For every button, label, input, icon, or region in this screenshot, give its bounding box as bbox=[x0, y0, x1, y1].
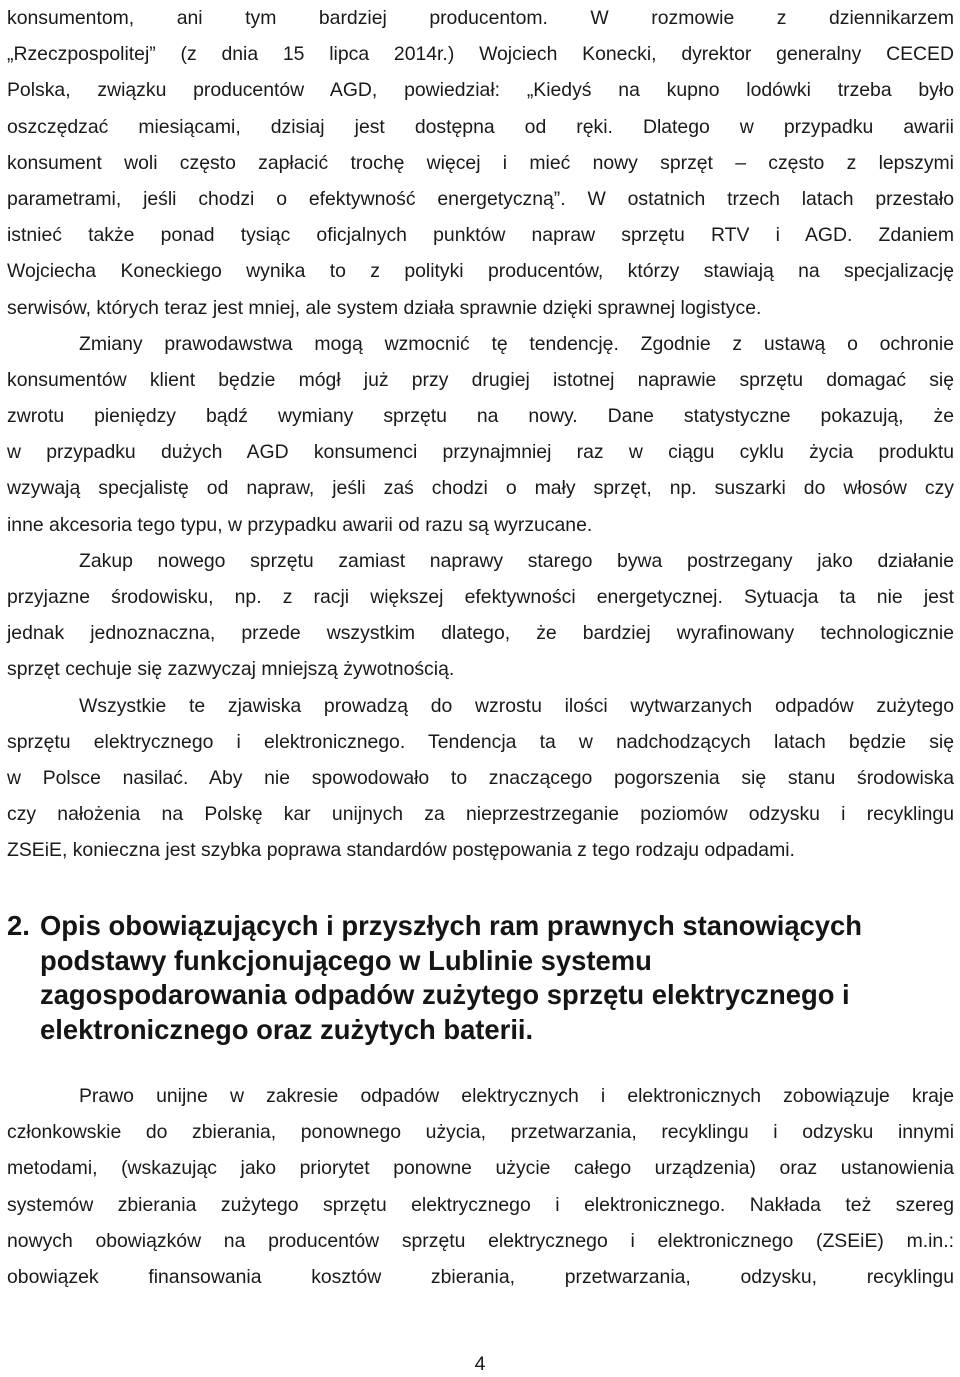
text-line: obowiązek finansowania kosztów zbierania, przetwarzania, odzysku, recyklingu bbox=[7, 1265, 954, 1288]
text-line: konsumentom, ani tym bardziej producentom. W rozmowie z dziennikarzem bbox=[7, 7, 954, 29]
text-line: Zmiany prawodawstwa mogą wzmocnić tę tendencję. Zgodnie z ustawą o ochronie bbox=[79, 332, 954, 355]
text-line: czy nałożenia na Polskę kar unijnych za nieprzestrzeganie poziomów odzysku i recyklingu bbox=[7, 803, 954, 826]
text-line: konsumentów klient będzie mógł już przy drugiej istotnej naprawie sprzętu domagać się bbox=[7, 368, 954, 391]
text-line: Prawo unijne w zakresie odpadów elektrycznych i elektronicznych zobowiązuje kraje bbox=[79, 1085, 954, 1107]
text-line: inne akcesoria tego typu, w przypadku awarii od razu są wyrzucane. bbox=[7, 513, 593, 536]
text-line: członkowskie do zbierania, ponownego użycia, przetwarzania, recyklingu i odzysku innymi bbox=[7, 1121, 954, 1144]
section-paragraph-lines bbox=[7, 1078, 954, 1295]
text-line: systemów zbierania zużytego sprzętu elektrycznego i elektronicznego. Nakłada też szereg bbox=[7, 1193, 954, 1216]
section-heading-line: podstawy funkcjonującego w Lublinie systemu bbox=[40, 944, 652, 976]
body-text bbox=[7, 0, 954, 869]
text-line: metodami, (wskazując jako priorytet ponowne użycie całego urządzenia) oraz ustanowienia bbox=[7, 1157, 954, 1180]
text-line: w przypadku dużych AGD konsumenci przynajmniej raz w ciągu cyklu życia produktu bbox=[7, 441, 954, 464]
section-paragraph bbox=[7, 1078, 954, 1295]
text-line: przyjazne środowisku, np. z racji większej efektywności energetycznej. Sytuacja ta nie jest bbox=[7, 586, 954, 608]
text-line: Wszystkie te zjawiska prowadzą do wzrostu ilości wytwarzanych odpadów zużytego bbox=[79, 694, 954, 717]
section-heading-text: Opis obowiązujących i przyszłych ram prawnych stanowiących bbox=[40, 910, 862, 941]
text-line: sprzętu elektrycznego i elektronicznego. Tendencja ta w nadchodzących latach będzie się bbox=[7, 730, 954, 753]
text-line: serwisów, których teraz jest mniej, ale system działa sprawnie dzięki sprawnej logistyce. bbox=[7, 296, 762, 319]
text-line: w Polsce nasilać. Aby nie spowodowało to znaczącego pogorszenia się stanu środowiska bbox=[7, 766, 954, 789]
text-line: oszczędzać miesiącami, dzisiaj jest dostępna od ręki. Dlatego w przypadku awarii bbox=[7, 115, 954, 138]
text-line: sprzęt cechuje się zazwyczaj mniejszą żywotnością. bbox=[7, 658, 455, 681]
section-heading-line bbox=[7, 909, 947, 944]
page-number: 4 bbox=[474, 1353, 486, 1375]
text-line: ZSEiE, konieczna jest szybka poprawa standardów postępowania z tego rodzaju odpadami. bbox=[7, 839, 795, 862]
section-heading-line: zagospodarowania odpadów zużytego sprzętu elektrycznego i bbox=[40, 979, 850, 1011]
section-heading bbox=[7, 909, 947, 1047]
section-heading-line: elektronicznego oraz zużytych baterii. bbox=[40, 1013, 534, 1045]
text-line: konsument woli często zapłacić trochę więcej i mieć nowy sprzęt – często z lepszymi bbox=[7, 151, 954, 174]
text-line: istnieć także ponad tysiąc oficjalnych punktów napraw sprzętu RTV i AGD. Zdaniem bbox=[7, 224, 954, 247]
text-line: Wojciecha Koneckiego wynika to z polityki producentów, którzy stawiają na specjalizację bbox=[7, 260, 954, 283]
text-line: jednak jednoznaczna, przede wszystkim dlatego, że bardziej wyrafinowany technologicznie bbox=[7, 622, 954, 645]
body-paragraphs bbox=[7, 0, 954, 869]
text-line: parametrami, jeśli chodzi o efektywność energetyczną”. W ostatnich trzech latach przestało bbox=[7, 187, 954, 210]
text-line: wzywają specjalistę od napraw, jeśli zaś chodzi o mały sprzęt, np. suszarki do włosów czy bbox=[7, 477, 954, 500]
section-number: 2. bbox=[7, 910, 30, 941]
text-line: zwrotu pieniędzy bądź wymiany sprzętu na nowy. Dane statystyczne pokazują, że bbox=[7, 405, 954, 428]
text-line: „Rzeczpospolitej” (z dnia 15 lipca 2014r.) Wojciech Konecki, dyrektor generalny CECED bbox=[7, 43, 954, 66]
text-line: nowych obowiązków na producentów sprzętu elektrycznego i elektronicznego (ZSEiE) m.in.: bbox=[7, 1229, 954, 1252]
text-line: Zakup nowego sprzętu zamiast naprawy starego bywa postrzegany jako działanie bbox=[79, 549, 954, 572]
text-line: Polska, związku producentów AGD, powiedział: „Kiedyś na kupno lodówki trzeba było bbox=[7, 79, 954, 102]
